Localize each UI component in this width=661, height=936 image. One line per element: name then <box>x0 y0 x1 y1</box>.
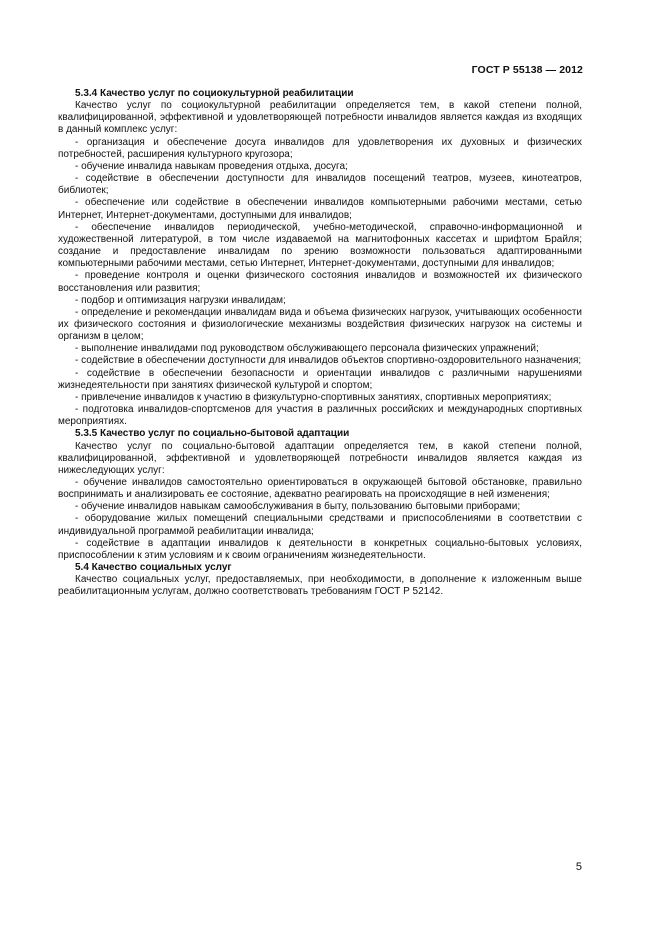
list-item: - проведение контроля и оценки физического состояния инвалидов и возможностей их физического восстановления или развития; <box>58 270 582 294</box>
standard-designation: ГОСТ Р 55138 — 2012 <box>471 64 583 76</box>
paragraph: Качество услуг по социально-бытовой адаптации определяется тем, в какой степени полной, квалифицированной, эффективной и удовлетворяющей потребности инвалидов является каждая из нижеследующих услуг: <box>58 440 582 476</box>
list-item: - обучение инвалидов навыкам самообслуживания в быту, пользованию бытовыми приборами; <box>75 501 521 513</box>
list-item: - обучение инвалида навыкам проведения отдыха, досуга; <box>75 160 348 172</box>
list-item: - подготовка инвалидов-спортсменов для участия в различных российских и международных спортивных мероприятиях. <box>58 404 582 428</box>
list-item: - выполнение инвалидами под руководством обслуживающего персонала физических упражнений; <box>75 343 539 355</box>
list-item: - подбор и оптимизация нагрузки инвалидам; <box>75 294 286 306</box>
list-item: - содействие в обеспечении безопасности и ориентации инвалидов с различными нарушениями жизнедеятельности при занятиях физической культурой и спортом; <box>58 367 582 391</box>
list-item: - привлечение инвалидов к участию в физкультурно-спортивных занятиях, спортивных мероприятиях; <box>75 391 552 403</box>
list-item: - содействие в обеспечении доступности для инвалидов объектов спортивно-оздоровительного назначения; <box>75 355 582 367</box>
list-item: - содействие в адаптации инвалидов к деятельности в конкретных социально-бытовых условиях, приспособлении к этим условиям и к своим ограничениям жизнедеятельности. <box>58 537 582 561</box>
list-item: - обеспечение или содействие в обеспечении инвалидов компьютерными рабочими местами, сетью Интернет, Интернет-документами, доступными для инвалидов; <box>58 197 582 221</box>
list-item: - содействие в обеспечении доступности для инвалидов посещений театров, музеев, кинотеатров, библиотек; <box>58 173 582 197</box>
page-number: 5 <box>575 861 582 873</box>
list-item: - оборудование жилых помещений специальными средствами и приспособлениями в соответствии с индивидуальной программой реабилитации инвалида; <box>58 513 582 537</box>
section-heading-5-3-4: 5.3.4 Качество услуг по социокультурной реабилитации <box>75 88 354 99</box>
section-heading-5-3-5: 5.3.5 Качество услуг по социально-бытовой адаптации <box>75 428 350 440</box>
list-item: - организация и обеспечение досуга инвалидов для удовлетворения их духовных и физических потребностей, расширения культурного кругозора; <box>58 136 582 160</box>
section-heading-5-4: 5.4 Качество социальных услуг <box>75 562 232 574</box>
document-body <box>58 88 582 599</box>
list-item: - обучение инвалидов самостоятельно ориентироваться в окружающей бытовой обстановке, правильно воспринимать и анализировать ее состояние, адекватно реагировать на происходящие в ней изменения; <box>58 477 582 501</box>
list-item: - обеспечение инвалидов периодической, учебно-методической, справочно-информационной и художественной литературой, в том числе издаваемой на магнитофонных кассетах и шрифтом Брайля; создание и предоставление инвалидам по зрению возможности пользоваться адаптированными компьютерными рабочими местами, сетью Интернет, Интернет-документами, доступными для инвалидов; <box>58 221 582 270</box>
paragraph: Качество социальных услуг, предоставляемых, при необходимости, в дополнение к изложенным выше реабилитационным услугам, должно соответствовать требованиям ГОСТ Р 52142. <box>58 574 582 598</box>
paragraph: Качество услуг по социокультурной реабилитации определяется тем, в какой степени полной, квалифицированной, эффективной и удовлетворяющей потребности инвалидов является каждая из входящих в данный комплекс услуг: <box>58 100 582 136</box>
list-item: - определение и рекомендации инвалидам вида и объема физических нагрузок, учитывающих особенности их физического состояния и физиологические механизмы воздействия физических нагрузок на системы и организм в целом; <box>58 306 582 343</box>
